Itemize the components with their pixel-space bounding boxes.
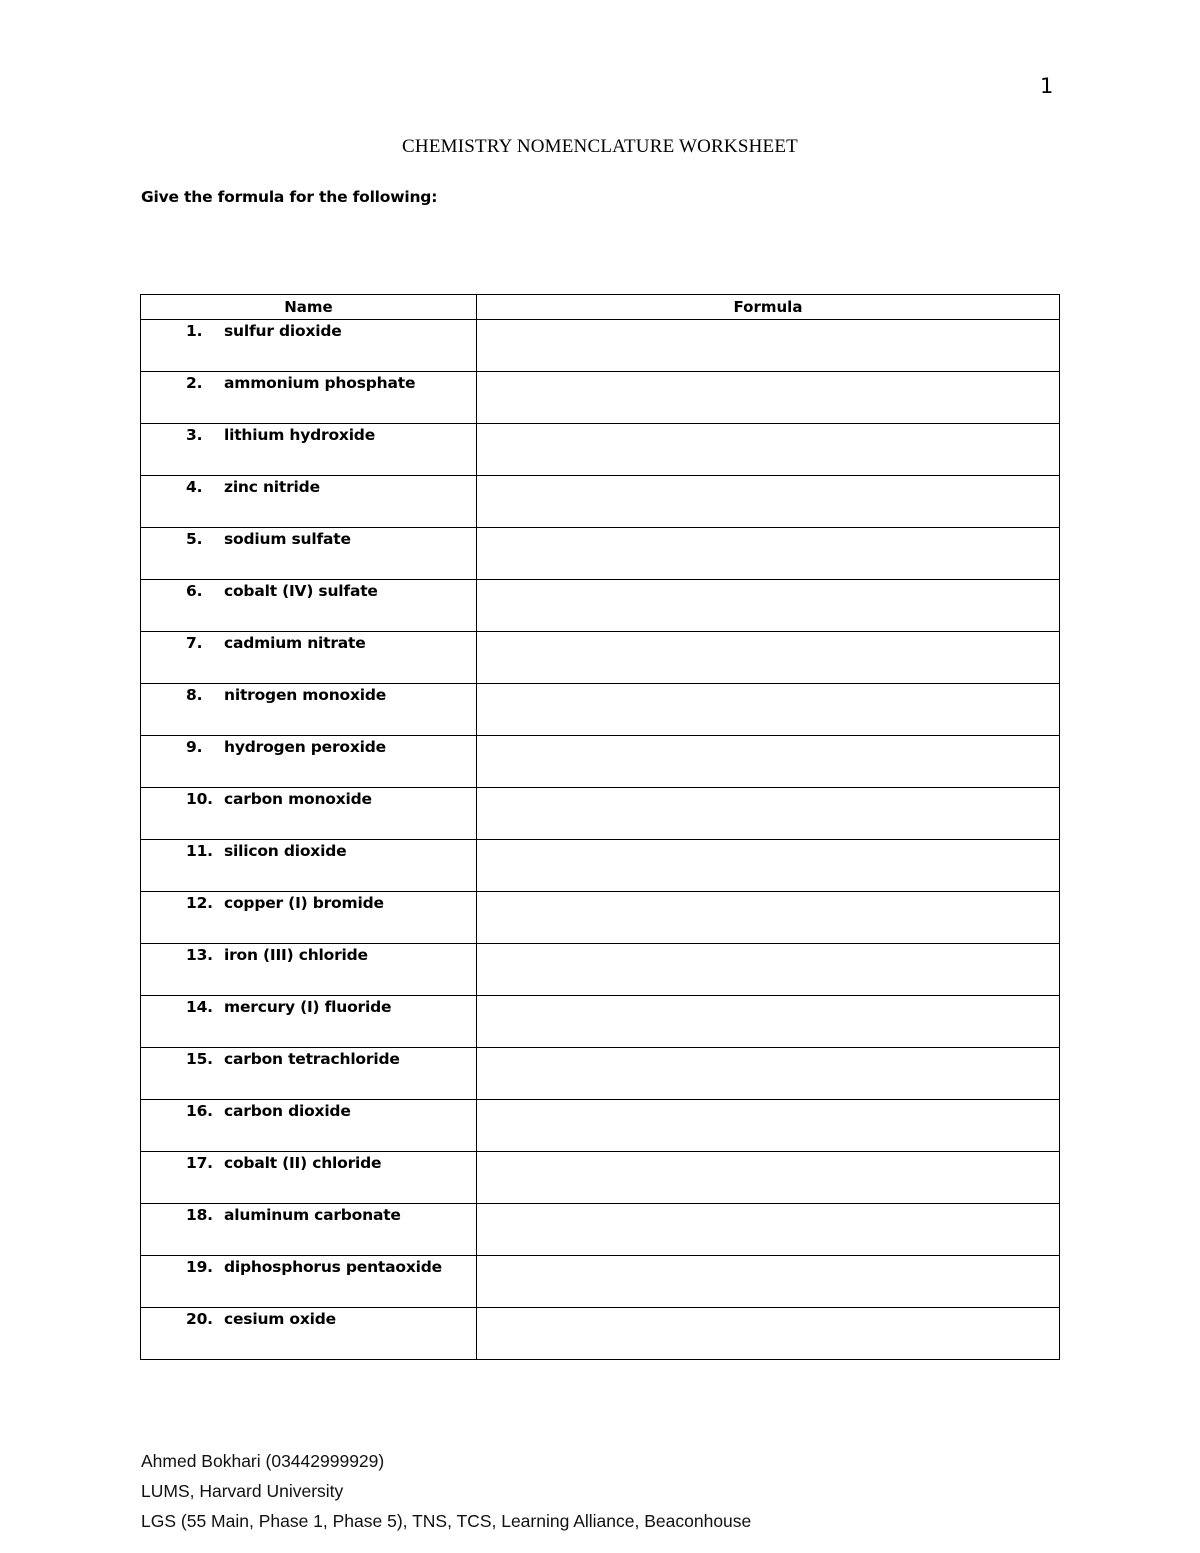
compound-name-cell [141, 528, 477, 580]
formula-answer-cell[interactable] [477, 840, 1060, 892]
compound-name-cell [141, 1048, 477, 1100]
table-row [141, 736, 1060, 788]
table-row [141, 944, 1060, 996]
item-number: 19. [186, 1258, 213, 1276]
table-row [141, 788, 1060, 840]
formula-answer-cell[interactable] [477, 1100, 1060, 1152]
name-column-header: Name [141, 295, 477, 320]
item-number: 16. [186, 1102, 213, 1120]
table-row [141, 1308, 1060, 1360]
formula-answer-cell[interactable] [477, 580, 1060, 632]
compound-name-cell [141, 1100, 477, 1152]
instructions-text: Give the formula for the following: [141, 188, 438, 206]
item-number: 3. [186, 426, 203, 444]
formula-answer-cell[interactable] [477, 528, 1060, 580]
formula-answer-cell[interactable] [477, 1152, 1060, 1204]
compound-name: cobalt (IV) sulfate [224, 582, 378, 600]
table-row [141, 372, 1060, 424]
formula-answer-cell[interactable] [477, 684, 1060, 736]
compound-name-cell [141, 1308, 477, 1360]
table-row [141, 840, 1060, 892]
compound-name-cell [141, 1152, 477, 1204]
formula-answer-cell[interactable] [477, 736, 1060, 788]
compound-name: sodium sulfate [224, 530, 351, 548]
compound-name: mercury (I) fluoride [224, 998, 392, 1016]
compound-name-cell [141, 1256, 477, 1308]
compound-name-cell [141, 944, 477, 996]
compound-name: copper (I) bromide [224, 894, 384, 912]
table-row [141, 996, 1060, 1048]
compound-name: lithium hydroxide [224, 426, 376, 444]
worksheet-title: CHEMISTRY NOMENCLATURE WORKSHEET [402, 136, 798, 157]
compound-name-cell [141, 892, 477, 944]
compound-name: iron (III) chloride [224, 946, 368, 964]
item-number: 2. [186, 374, 203, 392]
compound-name: diphosphorus pentaoxide [224, 1258, 442, 1276]
formula-answer-cell[interactable] [477, 892, 1060, 944]
page-number: 1 [1040, 74, 1054, 98]
formula-answer-cell[interactable] [477, 996, 1060, 1048]
item-number: 7. [186, 634, 203, 652]
item-number: 13. [186, 946, 213, 964]
table-row [141, 1152, 1060, 1204]
footer-author: Ahmed Bokhari (03442999929) [141, 1451, 385, 1471]
formula-answer-cell[interactable] [477, 320, 1060, 372]
table-header-row [141, 295, 1060, 320]
formula-answer-cell[interactable] [477, 476, 1060, 528]
formula-answer-cell[interactable] [477, 632, 1060, 684]
formula-answer-cell[interactable] [477, 944, 1060, 996]
formula-answer-cell[interactable] [477, 1308, 1060, 1360]
item-number: 10. [186, 790, 213, 808]
item-number: 6. [186, 582, 203, 600]
compound-name-cell [141, 372, 477, 424]
item-number: 1. [186, 322, 203, 340]
compound-name: carbon monoxide [224, 790, 372, 808]
compound-name: nitrogen monoxide [224, 686, 387, 704]
compound-name: cobalt (II) chloride [224, 1154, 382, 1172]
compound-name: carbon dioxide [224, 1102, 351, 1120]
formula-answer-cell[interactable] [477, 1048, 1060, 1100]
compound-name-cell [141, 684, 477, 736]
table-row [141, 1204, 1060, 1256]
compound-name: aluminum carbonate [224, 1206, 401, 1224]
table-row [141, 632, 1060, 684]
item-number: 12. [186, 894, 213, 912]
compound-name-cell [141, 580, 477, 632]
formula-answer-cell[interactable] [477, 1204, 1060, 1256]
table-row [141, 320, 1060, 372]
formula-answer-cell[interactable] [477, 424, 1060, 476]
compound-name-cell [141, 424, 477, 476]
formula-answer-cell[interactable] [477, 1256, 1060, 1308]
item-number: 11. [186, 842, 213, 860]
table-row [141, 424, 1060, 476]
table-row [141, 476, 1060, 528]
compound-name: hydrogen peroxide [224, 738, 386, 756]
compound-name: carbon tetrachloride [224, 1050, 400, 1068]
compound-name: ammonium phosphate [224, 374, 416, 392]
item-number: 4. [186, 478, 203, 496]
compound-name-cell [141, 320, 477, 372]
compound-name-cell [141, 736, 477, 788]
item-number: 15. [186, 1050, 213, 1068]
compound-name-cell [141, 1204, 477, 1256]
compound-name-cell [141, 840, 477, 892]
compound-name-cell [141, 632, 477, 684]
compound-name-cell [141, 996, 477, 1048]
compound-name-cell [141, 476, 477, 528]
table-row [141, 580, 1060, 632]
formula-answer-cell[interactable] [477, 372, 1060, 424]
table-row [141, 892, 1060, 944]
formula-answer-cell[interactable] [477, 788, 1060, 840]
table-row [141, 1100, 1060, 1152]
compound-name: cesium oxide [224, 1310, 336, 1328]
table-row [141, 684, 1060, 736]
item-number: 5. [186, 530, 203, 548]
table-row [141, 1256, 1060, 1308]
item-number: 8. [186, 686, 203, 704]
item-number: 20. [186, 1310, 213, 1328]
item-number: 18. [186, 1206, 213, 1224]
footer-affiliation: LUMS, Harvard University [141, 1481, 344, 1501]
item-number: 9. [186, 738, 203, 756]
compound-name: zinc nitride [224, 478, 320, 496]
compound-name: silicon dioxide [224, 842, 347, 860]
formula-column-header: Formula [477, 295, 1060, 320]
table-row [141, 528, 1060, 580]
compound-name: sulfur dioxide [224, 322, 342, 340]
table-row [141, 1048, 1060, 1100]
nomenclature-table [140, 294, 1060, 1360]
item-number: 14. [186, 998, 213, 1016]
item-number: 17. [186, 1154, 213, 1172]
compound-name: cadmium nitrate [224, 634, 366, 652]
footer-schools: LGS (55 Main, Phase 1, Phase 5), TNS, TCS, Learning Alliance, Beaconhouse [141, 1511, 752, 1531]
compound-name-cell [141, 788, 477, 840]
